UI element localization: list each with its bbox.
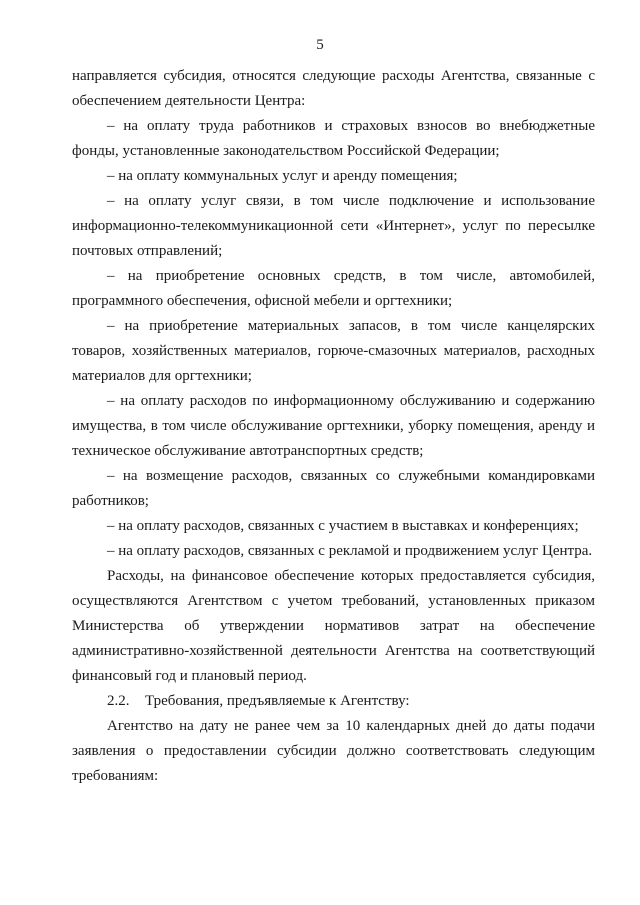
- paragraph: направляется субсидия, относятся следующие расходы Агентства, связанные с обеспечением деятельности Центра:: [72, 68, 595, 109]
- section-number: 2.2.: [107, 693, 130, 709]
- section-title: Требования, предъявляемые к Агентству:: [145, 693, 410, 709]
- list-item-paragraph: – на приобретение основных средств, в том числе, автомобилей, программного обеспечения, офисной мебели и оргтехники;: [72, 268, 595, 309]
- section-heading: [72, 689, 595, 714]
- document-body: [72, 64, 595, 789]
- list-item-paragraph: – на возмещение расходов, связанных со служебными командировками работников;: [72, 468, 595, 509]
- paragraph: Расходы, на финансовое обеспечение которых предоставляется субсидия, осуществляются Агентством с учетом требований, установленных приказом Министерства об утверждении нормативов затрат на обеспечение административно-хозяйственной деятельности Агентства на соответствующий финансовый год и плановый период.: [72, 568, 595, 684]
- list-item-paragraph: – на оплату расходов, связанных с участием в выставках и конференциях;: [107, 518, 579, 534]
- list-item-paragraph: – на приобретение материальных запасов, в том числе канцелярских товаров, хозяйственных материалов, горюче-смазочных материалов, расходных материалов для оргтехники;: [72, 318, 595, 384]
- list-item-paragraph: – на оплату расходов, связанных с рекламой и продвижением услуг Центра.: [107, 543, 593, 559]
- list-item-paragraph: – на оплату труда работников и страховых взносов во внебюджетные фонды, установленные законодательством Российской Федерации;: [72, 118, 595, 159]
- list-item-paragraph: – на оплату услуг связи, в том числе подключение и использование информационно-телекоммуникационной сети «Интернет», услуг по пересылке почтовых отправлений;: [72, 193, 595, 259]
- paragraph: Агентство на дату не ранее чем за 10 календарных дней до даты подачи заявления о предоставлении субсидии должно соответствовать следующим требованиям:: [72, 718, 595, 784]
- page-number: 5: [316, 37, 324, 53]
- list-item-paragraph: – на оплату расходов по информационному обслуживанию и содержанию имущества, в том числе обслуживание оргтехники, уборку помещения, аренду и техническое обслуживание автотранспортных средств;: [72, 393, 595, 459]
- list-item-paragraph: – на оплату коммунальных услуг и аренду помещения;: [107, 168, 458, 184]
